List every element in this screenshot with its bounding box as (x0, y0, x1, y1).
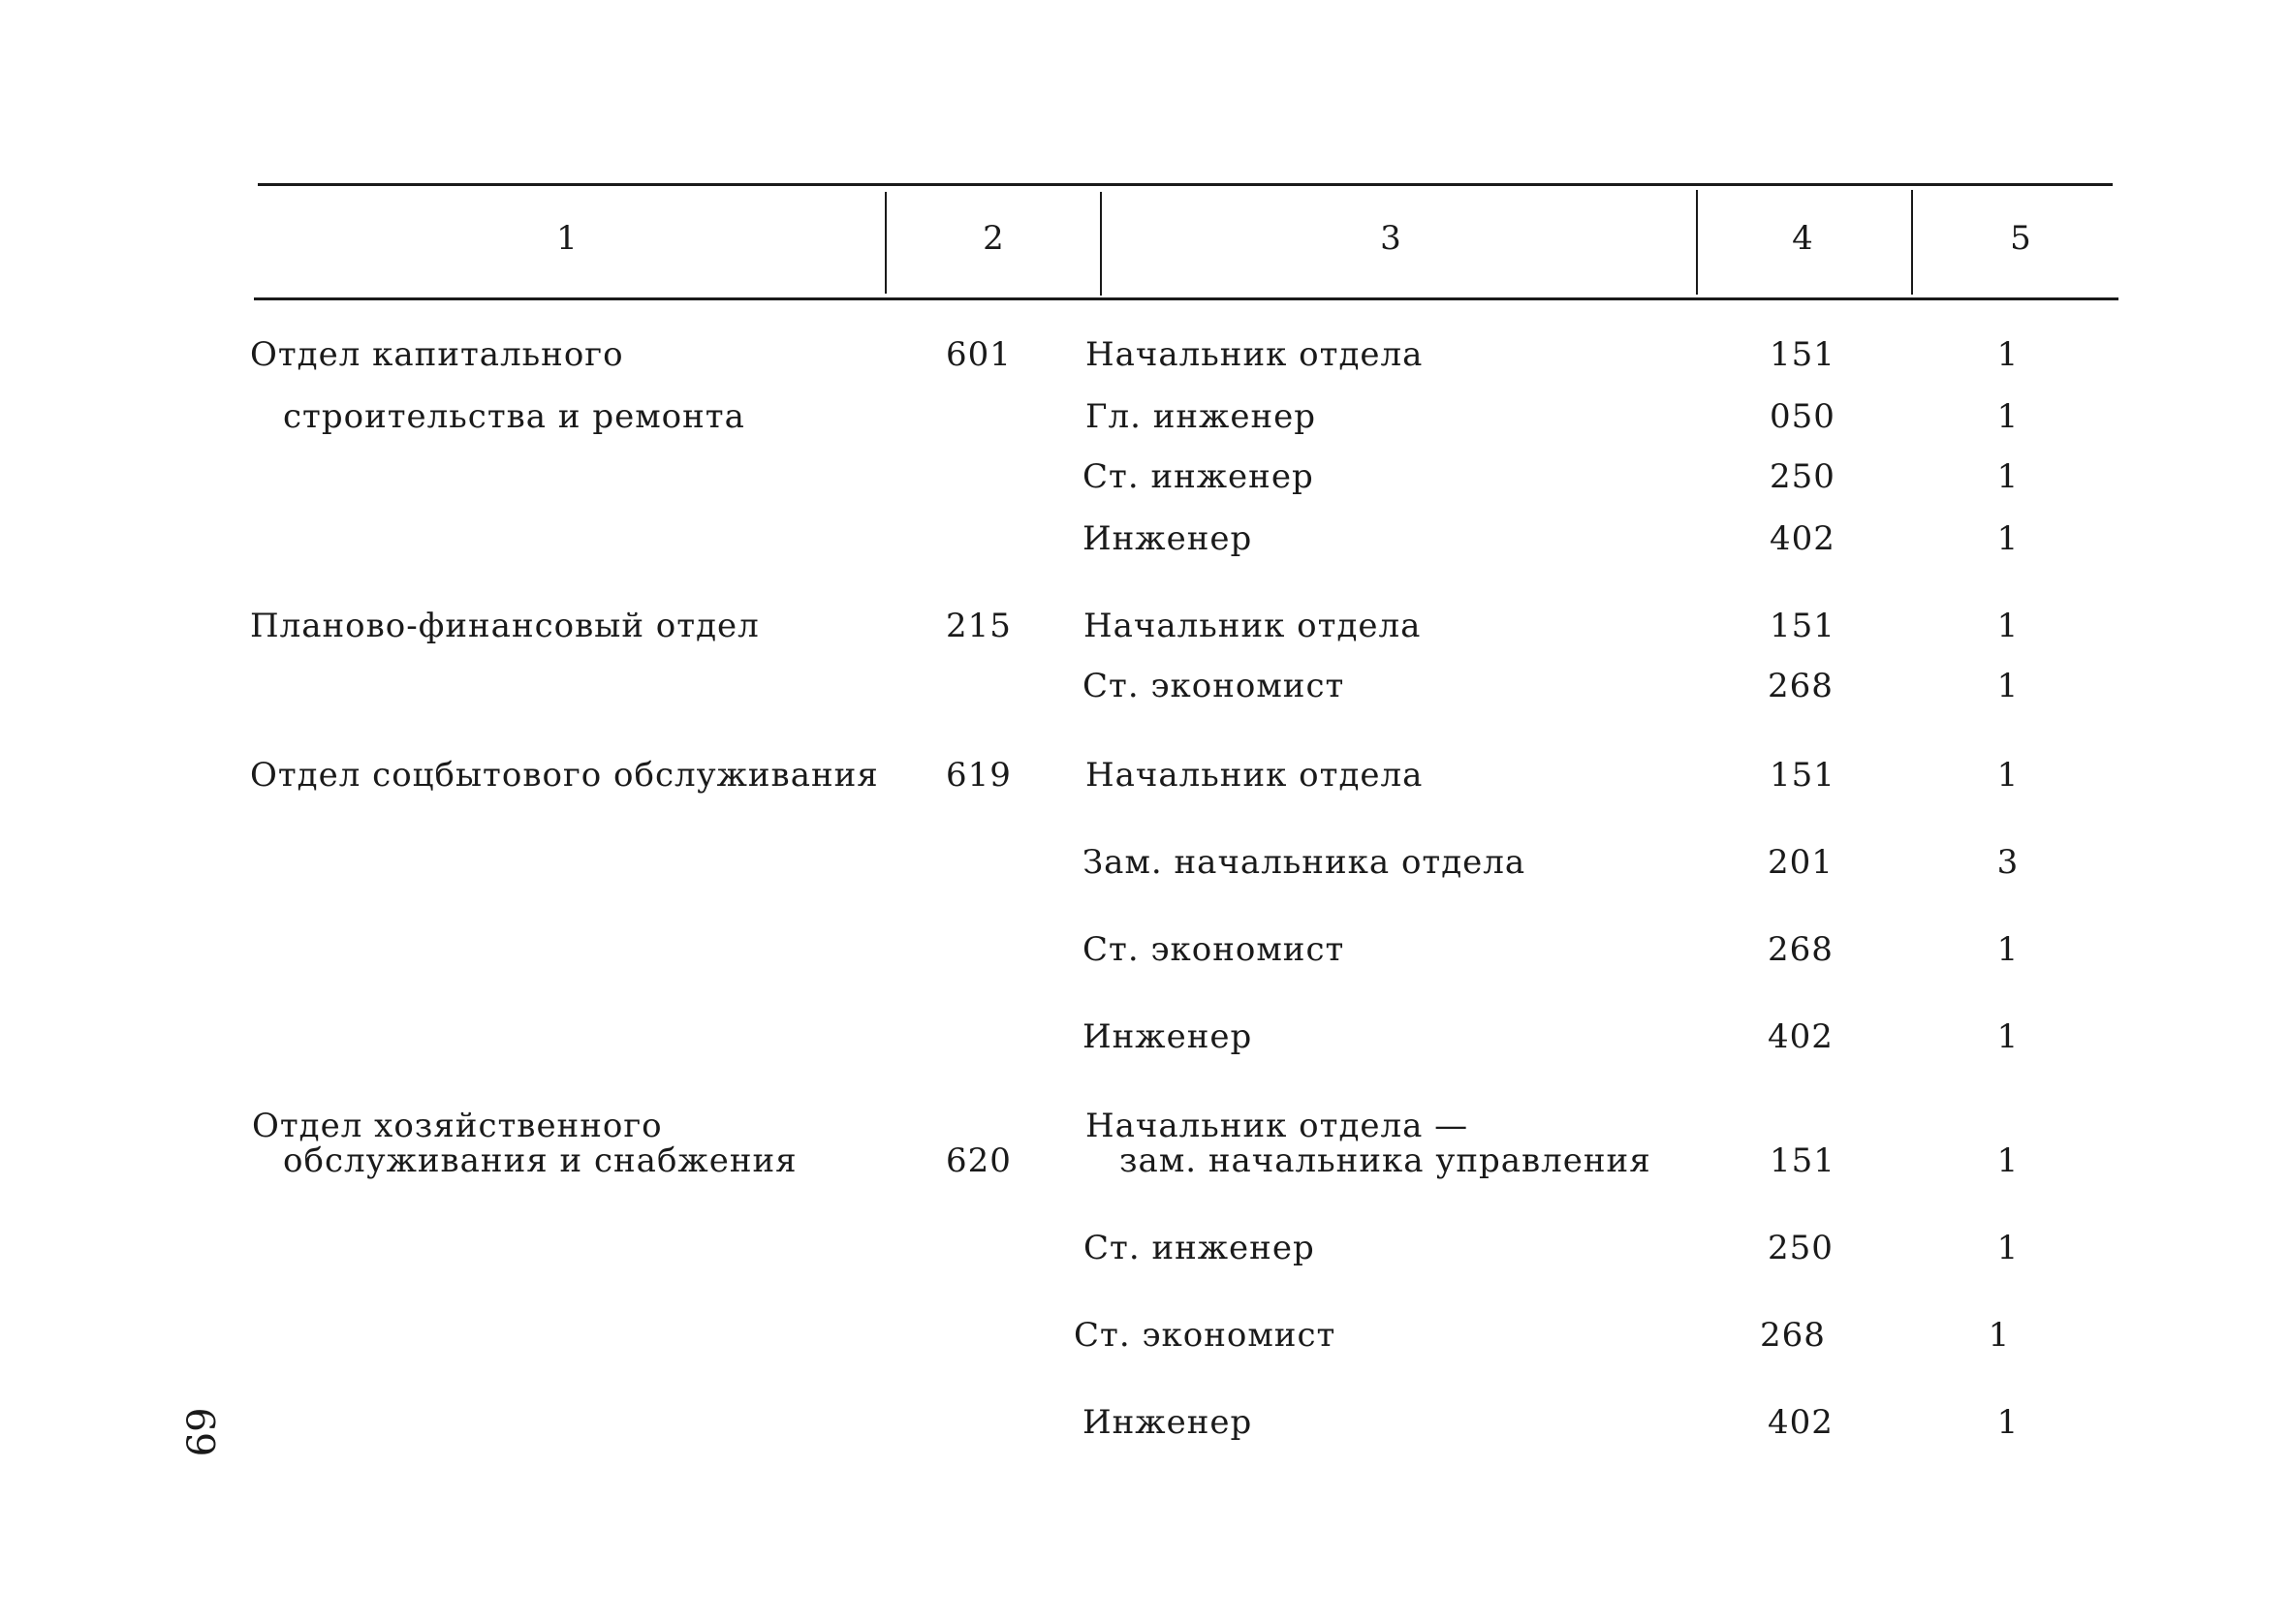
position-title: Ст. инженер (1083, 1229, 1315, 1267)
position-count: 1 (1996, 1403, 2020, 1442)
header-divider-2 (1100, 192, 1102, 296)
position-count: 1 (1996, 930, 2020, 969)
header-col-4: 4 (1792, 219, 1813, 258)
position-code: 268 (1768, 667, 1834, 705)
header-col-1: 1 (556, 219, 578, 258)
position-title: Зам. начальника отдела (1082, 843, 1526, 882)
position-code: 050 (1770, 397, 1835, 436)
department-name: Отдел капитального (250, 335, 624, 374)
position-count: 1 (1996, 1017, 2020, 1056)
department-name-line2: строительства и ремонта (283, 397, 745, 436)
position-count: 1 (1988, 1316, 2011, 1355)
page-number: 69 (176, 1407, 222, 1457)
position-code: 151 (1770, 335, 1835, 374)
department-code: 620 (946, 1141, 1012, 1180)
position-title: Ст. экономист (1074, 1316, 1336, 1355)
position-count: 1 (1996, 607, 2020, 645)
department-code: 619 (946, 756, 1012, 795)
position-title: Начальник отдела (1085, 335, 1424, 374)
department-name: Отдел хозяйственного (252, 1107, 663, 1145)
position-title: Гл. инженер (1085, 397, 1316, 436)
position-code: 268 (1760, 1316, 1826, 1355)
department-name: Планово-финансовый отдел (250, 607, 760, 645)
position-code: 402 (1768, 1017, 1834, 1056)
department-name: Отдел соцбытового обслуживания (250, 756, 879, 795)
position-count: 1 (1996, 335, 2020, 374)
position-code: 268 (1768, 930, 1834, 969)
table-top-rule (258, 183, 2113, 186)
position-title: Начальник отдела (1085, 756, 1424, 795)
department-code: 601 (946, 335, 1012, 374)
position-title: Инженер (1082, 519, 1253, 558)
position-code: 250 (1768, 1229, 1834, 1267)
header-divider-1 (885, 192, 887, 294)
position-count: 1 (1996, 667, 2020, 705)
department-code: 215 (946, 607, 1012, 645)
position-count: 1 (1996, 756, 2020, 795)
position-title: Начальник отдела (1083, 607, 1422, 645)
table-header-bottom-rule (254, 297, 2118, 300)
position-code: 151 (1770, 756, 1835, 795)
position-title: Начальник отдела — (1085, 1107, 1469, 1145)
header-divider-3 (1696, 190, 1698, 295)
position-count: 1 (1996, 457, 2020, 496)
header-divider-4 (1911, 190, 1913, 295)
header-col-3: 3 (1380, 219, 1401, 258)
header-col-2: 2 (983, 219, 1004, 258)
position-code: 151 (1770, 1141, 1835, 1180)
position-title: Ст. экономист (1082, 667, 1345, 705)
department-name-line2: обслуживания и снабжения (283, 1141, 798, 1180)
position-count: 1 (1996, 1141, 2020, 1180)
position-count: 3 (1996, 843, 2020, 882)
position-title-line2: зам. начальника управления (1119, 1141, 1651, 1180)
position-title: Инженер (1082, 1017, 1253, 1056)
position-count: 1 (1996, 1229, 2020, 1267)
position-code: 402 (1770, 519, 1835, 558)
header-col-5: 5 (2010, 219, 2031, 258)
position-title: Ст. экономист (1082, 930, 1345, 969)
position-title: Инженер (1082, 1403, 1253, 1442)
position-code: 250 (1770, 457, 1835, 496)
position-code: 151 (1770, 607, 1835, 645)
position-code: 402 (1768, 1403, 1834, 1442)
position-code: 201 (1768, 843, 1834, 882)
position-count: 1 (1996, 397, 2020, 436)
position-count: 1 (1996, 519, 2020, 558)
position-title: Ст. инженер (1082, 457, 1314, 496)
